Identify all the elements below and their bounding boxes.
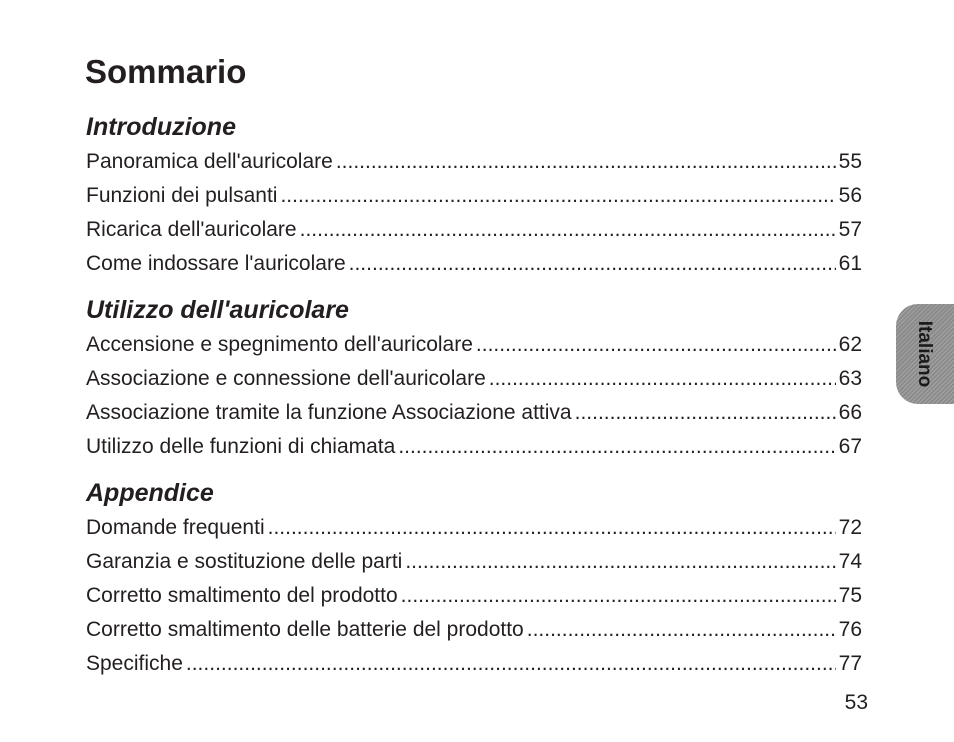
language-tab-label: Italiano bbox=[914, 320, 935, 388]
toc-entry-page: 56 bbox=[838, 184, 862, 207]
dot-leader bbox=[575, 396, 836, 430]
toc-entry[interactable] bbox=[86, 579, 862, 613]
toc-entry-title: Associazione tramite la funzione Associazione attiva bbox=[86, 401, 572, 424]
toc-entry-title: Specifiche bbox=[86, 652, 183, 675]
toc-list-utilizzo bbox=[86, 328, 862, 464]
toc-entry-title: Funzioni dei pulsanti bbox=[86, 184, 278, 207]
toc-entry-title: Corretto smaltimento delle batterie del prodotto bbox=[86, 618, 524, 641]
toc-entry[interactable] bbox=[86, 179, 862, 213]
toc-list-introduzione bbox=[86, 145, 862, 281]
dot-leader bbox=[280, 179, 835, 213]
section-heading-utilizzo: Utilizzo dell'auricolare bbox=[86, 296, 349, 324]
toc-entry-title: Corretto smaltimento del prodotto bbox=[86, 584, 398, 607]
toc-entry-page: 77 bbox=[838, 652, 862, 675]
dot-leader bbox=[349, 247, 836, 281]
toc-entry-title: Utilizzo delle funzioni di chiamata bbox=[86, 435, 396, 458]
toc-entry[interactable] bbox=[86, 145, 862, 179]
toc-entry-page: 61 bbox=[838, 252, 862, 275]
dot-leader bbox=[489, 362, 836, 396]
toc-entry[interactable] bbox=[86, 647, 862, 681]
toc-entry-page: 67 bbox=[838, 435, 862, 458]
toc-entry-title: Panoramica dell'auricolare bbox=[86, 150, 333, 173]
toc-entry[interactable] bbox=[86, 511, 862, 545]
toc-entry-title: Domande frequenti bbox=[86, 516, 265, 539]
toc-entry-page: 72 bbox=[838, 516, 862, 539]
toc-entry-title: Ricarica dell'auricolare bbox=[86, 218, 297, 241]
toc-entry-page: 66 bbox=[838, 401, 862, 424]
language-tab bbox=[896, 304, 954, 404]
toc-entry[interactable] bbox=[86, 328, 862, 362]
toc-entry[interactable] bbox=[86, 613, 862, 647]
toc-entry-page: 74 bbox=[838, 550, 862, 573]
page-number: 53 bbox=[844, 691, 868, 714]
toc-entry-title: Accensione e spegnimento dell'auricolare bbox=[86, 333, 473, 356]
toc-list-appendice bbox=[86, 511, 862, 681]
toc-entry-title: Come indossare l'auricolare bbox=[86, 252, 346, 275]
toc-entry[interactable] bbox=[86, 430, 862, 464]
dot-leader bbox=[527, 613, 836, 647]
toc-entry-page: 62 bbox=[838, 333, 862, 356]
toc-entry-page: 63 bbox=[838, 367, 862, 390]
toc-entry-page: 76 bbox=[838, 618, 862, 641]
dot-leader bbox=[186, 647, 836, 681]
toc-entry-page: 75 bbox=[838, 584, 862, 607]
toc-entry[interactable] bbox=[86, 247, 862, 281]
dot-leader bbox=[268, 511, 836, 545]
dot-leader bbox=[476, 328, 836, 362]
toc-entry[interactable] bbox=[86, 396, 862, 430]
dot-leader bbox=[300, 213, 836, 247]
dot-leader bbox=[336, 145, 836, 179]
dot-leader bbox=[398, 430, 835, 464]
dot-leader bbox=[405, 545, 835, 579]
toc-entry[interactable] bbox=[86, 545, 862, 579]
section-heading-appendice: Appendice bbox=[86, 479, 214, 507]
section-heading-introduzione: Introduzione bbox=[86, 113, 236, 141]
toc-entry-page: 57 bbox=[838, 218, 862, 241]
toc-entry[interactable] bbox=[86, 362, 862, 396]
toc-entry-title: Garanzia e sostituzione delle parti bbox=[86, 550, 403, 573]
dot-leader bbox=[401, 579, 836, 613]
toc-entry-title: Associazione e connessione dell'auricolare bbox=[86, 367, 486, 390]
toc-entry[interactable] bbox=[86, 213, 862, 247]
page-title: Sommario bbox=[85, 53, 247, 90]
table-of-contents bbox=[86, 110, 862, 693]
toc-entry-page: 55 bbox=[838, 150, 862, 173]
